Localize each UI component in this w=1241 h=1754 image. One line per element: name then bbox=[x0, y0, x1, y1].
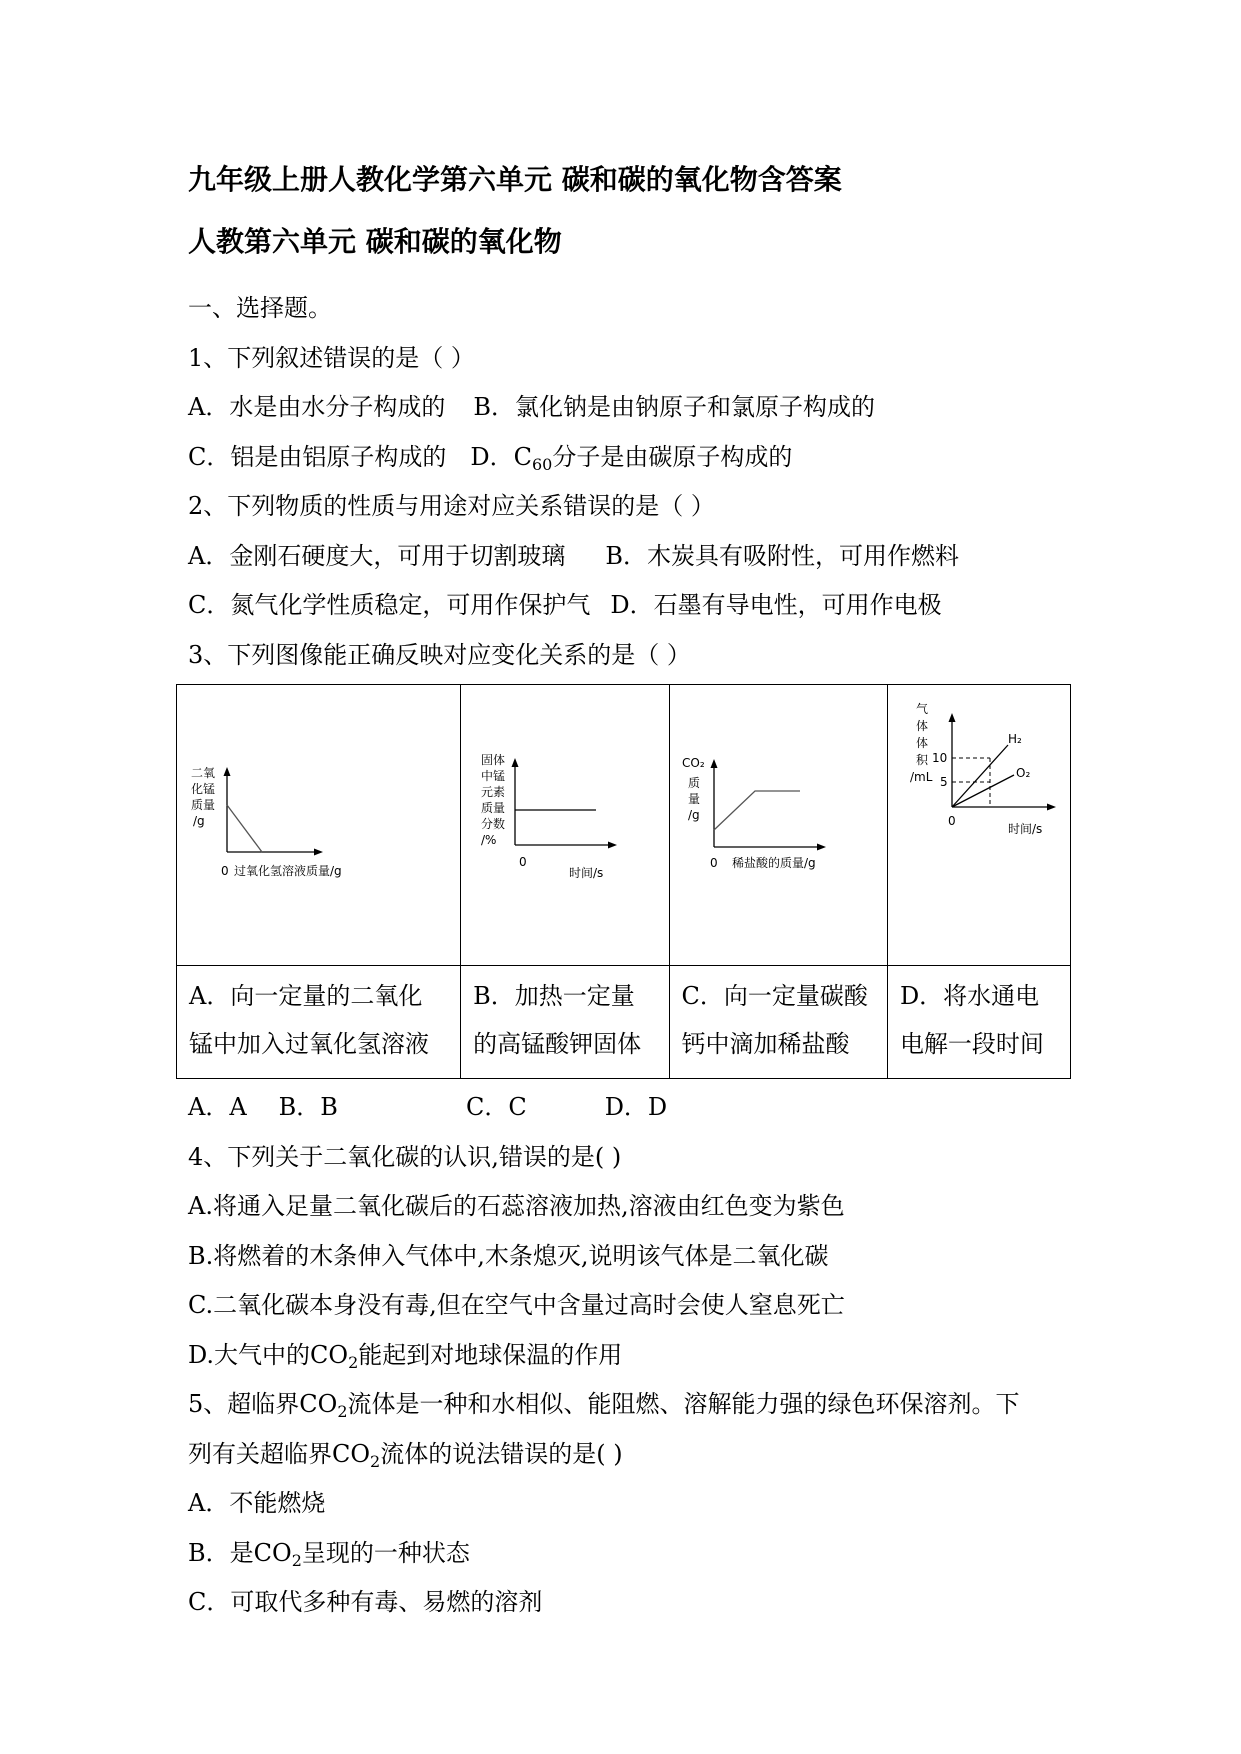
question-2-options-ab bbox=[188, 532, 1068, 582]
figure-a-ylabel-1: 二氧 bbox=[191, 766, 216, 780]
document-page bbox=[188, 160, 1068, 1628]
figure-b-xlabel: 时间/s bbox=[569, 866, 604, 880]
figure-b-ylabel-4: 质量 bbox=[481, 801, 506, 815]
figure-d-xlabel: 时间/s bbox=[1007, 822, 1043, 836]
question-2-options-cd bbox=[188, 581, 1068, 631]
figure-d-graph bbox=[888, 685, 1066, 961]
question-1-option-a: A．水是由水分子构成的 bbox=[188, 393, 446, 421]
question-2-option-a: A．金刚石硬度大，可用于切割玻璃 bbox=[188, 541, 566, 570]
question-5-option-a: A．不能燃烧 bbox=[188, 1489, 326, 1517]
figure-c-caption: C．向一定量碳酸 钙中滴加稀盐酸 bbox=[669, 966, 887, 1079]
figure-d-ylabel-1: 气 bbox=[915, 702, 928, 716]
question-4-option-d: D.大气中的$CO_2$能起到对地球保温的作用 bbox=[188, 1340, 623, 1372]
figure-c-ylabel-1: 质 bbox=[687, 776, 700, 790]
question-3-stem: 3、下列图像能正确反映对应变化关系的是（ ） bbox=[188, 640, 691, 669]
question-5-stem-line-1: 5、超临界$CO_2$流体是一种和水相似、能阻燃、溶解能力强的绿色环保溶剂。下 bbox=[188, 1390, 1020, 1421]
figure-a-cell bbox=[177, 685, 461, 966]
figure-d-label-h2: H₂ bbox=[1007, 732, 1022, 746]
figure-a-ylabel-3: 质量 bbox=[191, 798, 216, 812]
question-5-stem-line-2: 列有关超临界$CO_2$流体的说法错误的是( ) bbox=[188, 1439, 623, 1471]
figure-b-caption: B．加热一定量 的高锰酸钾固体 bbox=[461, 966, 669, 1079]
figure-b-ylabel-2: 中锰 bbox=[481, 769, 506, 783]
question-3-option-b: B．B bbox=[278, 1093, 338, 1121]
figure-c-xlabel: 稀盐酸的质量/g bbox=[731, 856, 816, 870]
section-heading: 一、选择题。 bbox=[188, 294, 332, 322]
question-3-figure-table bbox=[176, 684, 1071, 1079]
figure-b-origin: 0 bbox=[519, 855, 527, 869]
figure-d-ylabel-5: /mL bbox=[909, 770, 933, 784]
figure-a-origin: 0 bbox=[221, 864, 229, 878]
question-1-options-cd bbox=[188, 433, 1068, 483]
figure-d-tick-5: 5 bbox=[939, 775, 948, 789]
question-4-option-b: B.将燃着的木条伸入气体中,木条熄灭,说明该气体是二氧化碳 bbox=[188, 1241, 829, 1270]
question-1-option-b: B．氯化钠是由钠原子和氯原子构成的 bbox=[473, 393, 875, 421]
question-3-options bbox=[188, 1083, 1068, 1133]
figure-d-origin: 0 bbox=[947, 814, 956, 828]
figure-a-curve bbox=[227, 805, 262, 852]
figure-c-curve bbox=[714, 791, 800, 830]
question-1-option-d: D．$C_{60}$分子是由碳原子构成的 bbox=[470, 442, 793, 474]
figure-c-ylabel-3: /g bbox=[687, 808, 700, 822]
question-3-option-c: C．C bbox=[465, 1093, 527, 1121]
question-5-option-b: B．是$CO_2$呈现的一种状态 bbox=[188, 1538, 470, 1570]
figure-d-tick-10: 10 bbox=[931, 751, 948, 765]
figure-a-ylabel-2: 化锰 bbox=[191, 782, 216, 796]
figure-d-cell bbox=[887, 685, 1070, 966]
figure-d-ylabel-3: 体 bbox=[915, 736, 928, 750]
question-2-option-d: D．石墨有导电性，可用作电极 bbox=[610, 591, 942, 619]
question-1-options-ab bbox=[188, 383, 1068, 433]
question-3-option-d: D．D bbox=[604, 1093, 668, 1121]
document-subtitle: 人教第六单元 碳和碳的氧化物 bbox=[188, 225, 562, 258]
question-4-option-a: A.将通入足量二氧化碳后的石蕊溶液加热,溶液由红色变为紫色 bbox=[188, 1192, 845, 1220]
question-1-option-c: C．铝是由铝原子构成的 bbox=[188, 442, 447, 471]
question-1-stem: 1、下列叙述错误的是（ ） bbox=[188, 343, 475, 372]
question-5-option-c: C．可取代多种有毒、易燃的溶剂 bbox=[188, 1588, 543, 1616]
figure-c-ylabel-top: CO₂ bbox=[681, 756, 705, 770]
figure-b-ylabel-6: /% bbox=[481, 833, 497, 847]
question-3-option-a: A．A bbox=[188, 1093, 247, 1121]
figure-d-label-o2: O₂ bbox=[1015, 766, 1031, 780]
question-2-stem: 2、下列物质的性质与用途对应关系错误的是（ ） bbox=[188, 492, 715, 520]
figure-a-ylabel-4: /g bbox=[193, 814, 205, 828]
figure-d-ylabel-4: 积 bbox=[915, 753, 928, 767]
figure-d-caption: D．将水通电 电解一段时间 bbox=[887, 966, 1070, 1079]
question-2-option-c: C．氮气化学性质稳定，可用作保护气 bbox=[188, 591, 591, 619]
figure-c-graph bbox=[670, 685, 883, 961]
figure-c-ylabel-2: 量 bbox=[687, 792, 700, 806]
figure-b-graph bbox=[461, 685, 664, 961]
question-4-option-c: C.二氧化碳本身没有毒,但在空气中含量过高时会使人窒息死亡 bbox=[188, 1291, 845, 1319]
figure-d-ylabel-2: 体 bbox=[915, 719, 928, 733]
figure-b-cell bbox=[461, 685, 669, 966]
figure-d-line-h2 bbox=[952, 745, 1008, 807]
figure-b-ylabel-1: 固体 bbox=[481, 753, 506, 767]
figure-a-graph bbox=[177, 685, 455, 961]
figure-a-caption: A．向一定量的二氧化 锰中加入过氧化氢溶液 bbox=[177, 966, 461, 1079]
figure-d-line-o2 bbox=[952, 775, 1014, 807]
question-4-stem: 4、下列关于二氧化碳的认识,错误的是( ) bbox=[188, 1142, 622, 1171]
figure-c-cell bbox=[669, 685, 887, 966]
question-2-option-b: B．木炭具有吸附性，可用作燃料 bbox=[605, 541, 959, 570]
figure-b-ylabel-5: 分数 bbox=[481, 817, 506, 831]
document-title: 九年级上册人教化学第六单元 碳和碳的氧化物含答案 bbox=[188, 163, 842, 196]
figure-c-origin: 0 bbox=[709, 856, 718, 870]
figure-a-xlabel: 过氧化氢溶液质量/g bbox=[234, 864, 342, 878]
figure-b-ylabel-3: 元素 bbox=[481, 785, 506, 799]
